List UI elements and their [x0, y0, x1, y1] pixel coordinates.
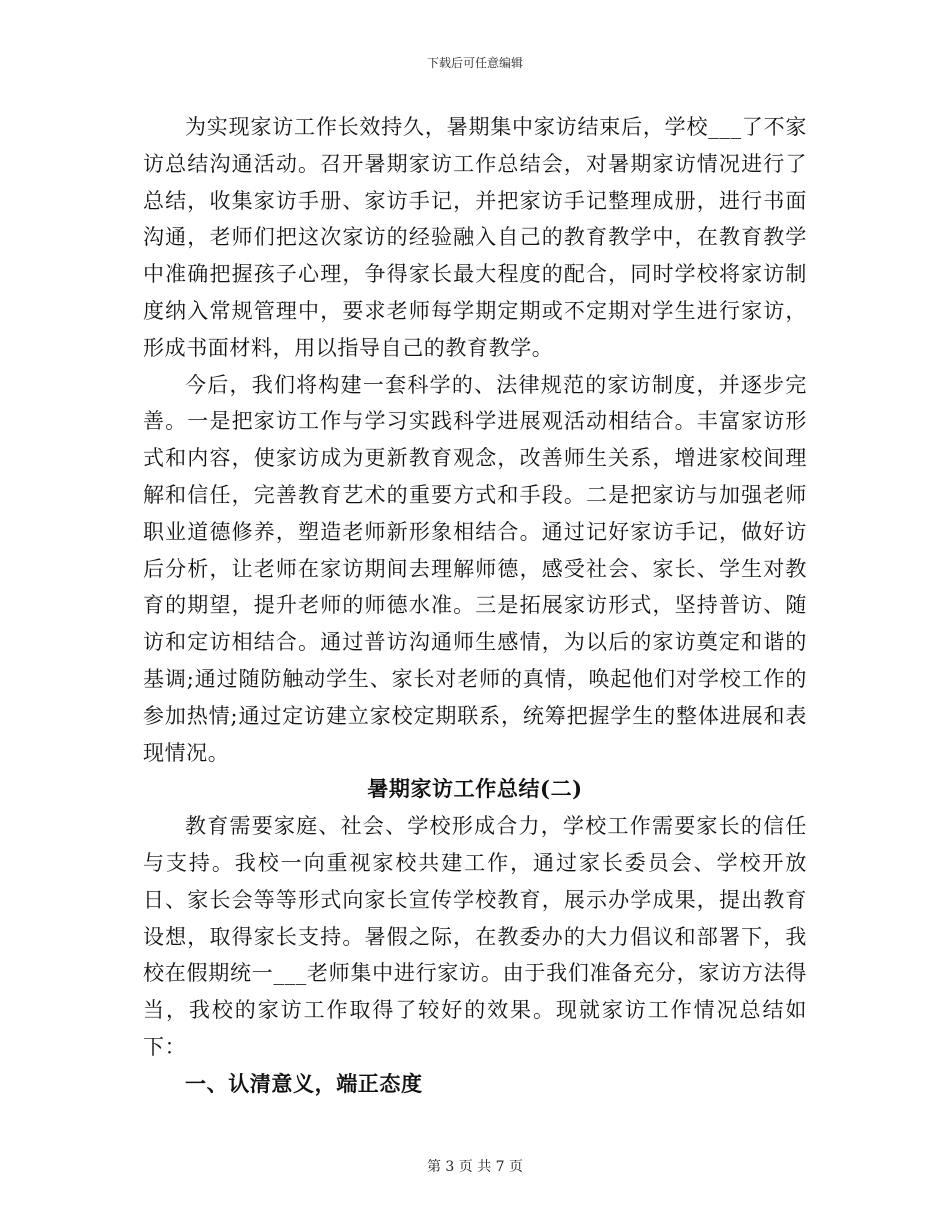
subsection-heading: 一、认清意义，端正态度 [185, 1070, 423, 1096]
document-body [143, 109, 807, 1103]
paragraph-summary-activities: 为实现家访工作长效持久，暑期集中家访结束后，学校___了不家访总结沟通活动。召开暑期家访工作总结会，对暑期家访情况进行了总结，收集家访手册、家访手记，并把家访手记整理成册，进行书面沟通，老师们把这次家访的经验融入自己的教育教学中，在教育教学中准确把握孩子心理，争得家长最大程度的配合，同时学校将家访制度纳入常规管理中，要求老师每学期定期或不定期对学生进行家访，形成书面材料，用以指导自己的教育教学。 [143, 115, 807, 360]
section-title: 暑期家访工作总结(二) [367, 776, 583, 802]
paragraph-introduction: 教育需要家庭、社会、学校形成合力，学校工作需要家长的信任与支持。我校一向重视家校共建工作，通过家长委员会、学校开放日、家长会等等形式向家长宣传学校教育，展示办学成果，提出教育设想，取得家长支持。暑假之际，在教委办的大力倡议和部署下，我校在假期统一___老师集中进行家访。由于我们准备充分，家访方法得当，我校的家访工作取得了较好的效果。现就家访工作情况总结如下： [143, 814, 807, 1059]
paragraph-future-plans: 今后，我们将构建一套科学的、法律规范的家访制度，并逐步完善。一是把家访工作与学习实践科学进展观活动相结合。丰富家访形式和内容，使家访成为更新教育观念，改善师生关系，增进家校间理解和信任，完善教育艺术的重要方式和手段。二是把家访与加强老师职业道德修养，塑造老师新形象相结合。通过记好家访手记，做好访后分析，让老师在家访期间去理解师德，感受社会、家长、学生对教育的期望，提升老师的师德水准。三是拓展家访形式，坚持普访、随访和定访相结合。通过普访沟通师生感情，为以后的家访奠定和谐的基调;通过随防触动学生、家长对老师的真情，唤起他们对学校工作的参加热情;通过定访建立家校定期联系，统筹把握学生的整体进展和表现情况。 [143, 372, 807, 765]
page-number: 第 3 页 共 7 页 [426, 1159, 524, 1175]
download-note: 下载后可任意编辑 [426, 56, 523, 70]
